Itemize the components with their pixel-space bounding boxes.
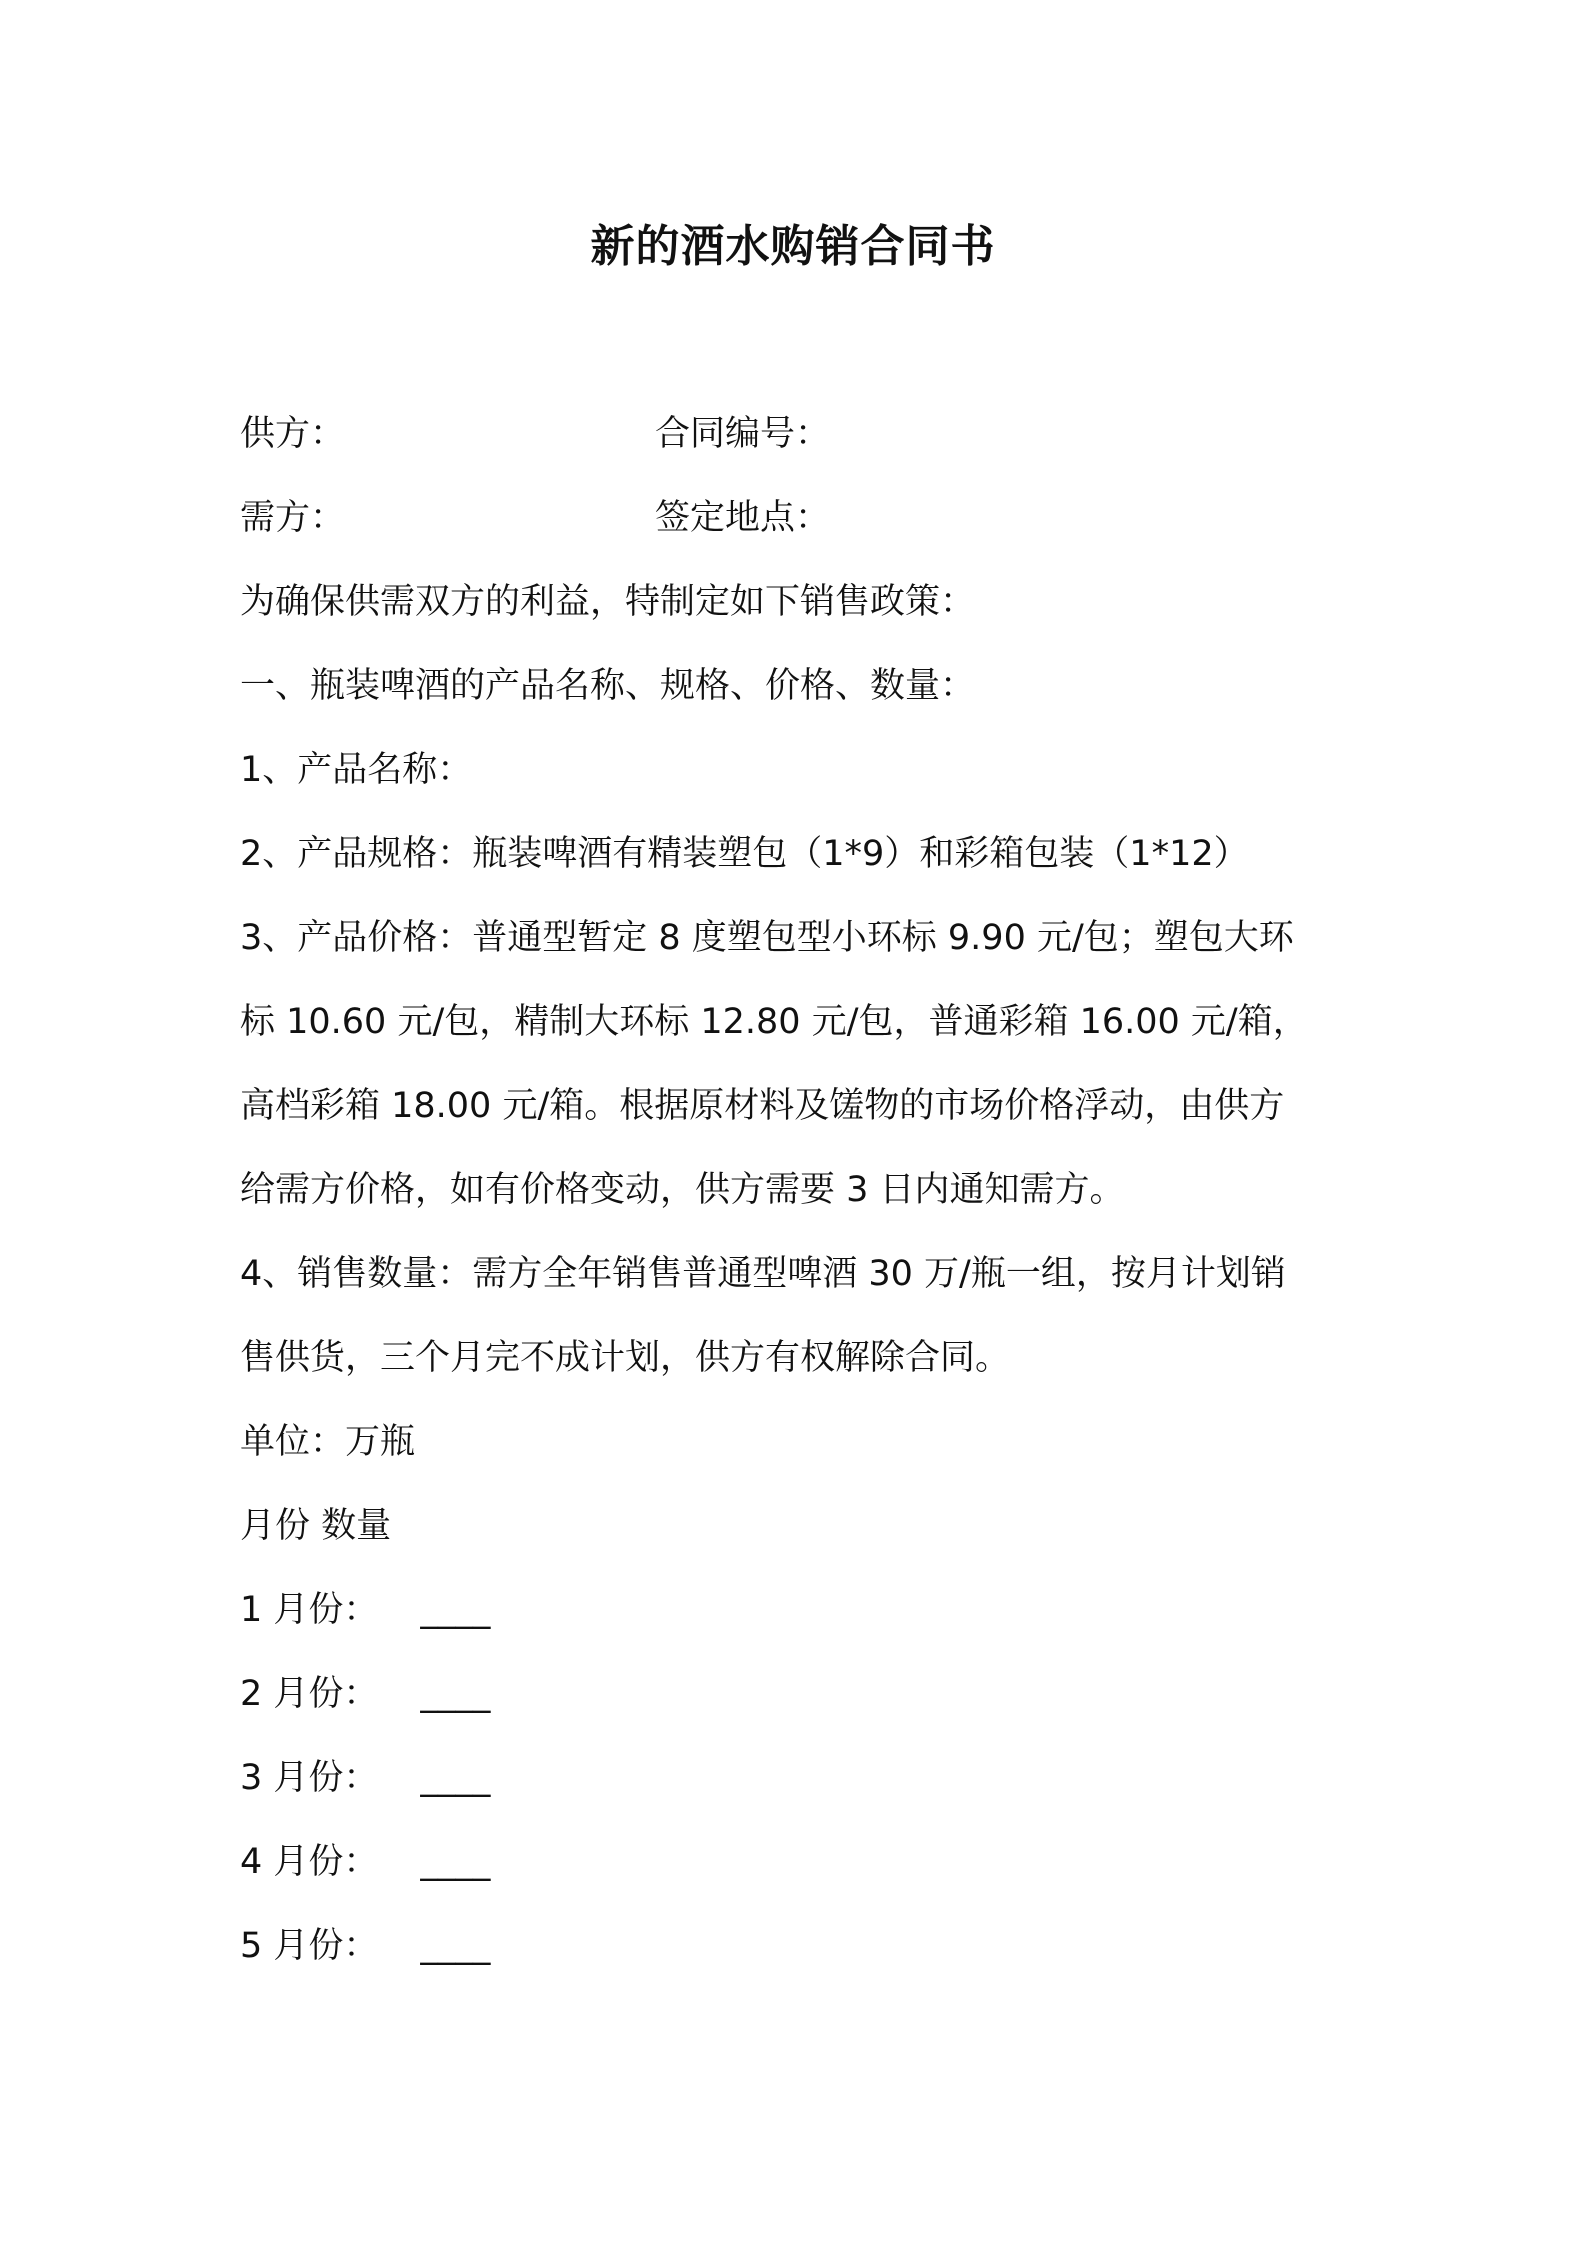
- quantity-blank: ____: [420, 1926, 491, 1966]
- month-label: 4 月份：: [240, 1842, 379, 1882]
- quantity-blank: ____: [420, 1674, 491, 1714]
- month-row: [240, 1586, 490, 1634]
- signing-place-label: 签定地点：: [655, 498, 831, 538]
- month-row: [240, 1754, 490, 1802]
- month-row: [240, 1922, 490, 1970]
- item-3-price-line-4: 给需方价格，如有价格变动，供方需要 3 日内通知需方。: [240, 1170, 1125, 1210]
- quantity-blank: ____: [420, 1758, 491, 1798]
- item-3-price-line-2: 标 10.60 元/包，精制大环标 12.80 元/包，普通彩箱 16.00 元/箱，: [240, 1002, 1308, 1042]
- month-table-header: 月份 数量: [240, 1506, 392, 1546]
- item-3-price-line-1: 3、产品价格：普通型暂定 8 度塑包型小环标 9.90 元/包；塑包大环: [240, 918, 1294, 958]
- item-4-quantity-line-2: 售供货，三个月完不成计划，供方有权解除合同。: [240, 1338, 1011, 1378]
- month-row: [240, 1670, 490, 1718]
- intro-paragraph: 为确保供需双方的利益，特制定如下销售政策：: [240, 582, 976, 622]
- buyer-label: 需方：: [240, 498, 346, 538]
- unit-line: 单位：万瓶: [240, 1422, 416, 1462]
- quantity-blank: ____: [420, 1590, 491, 1630]
- contract-number-label: 合同编号：: [655, 414, 831, 454]
- month-label: 1 月份：: [240, 1590, 379, 1630]
- month-label: 2 月份：: [240, 1674, 379, 1714]
- item-3-price-line-3: 高档彩箱 18.00 元/箱。根据原材料及馐物的市场价格浮动，由供方: [240, 1086, 1285, 1126]
- month-label: 3 月份：: [240, 1758, 379, 1798]
- month-label: 5 月份：: [240, 1926, 379, 1966]
- section-1-heading: 一、瓶装啤酒的产品名称、规格、价格、数量：: [240, 666, 976, 706]
- item-1-product-name: 1、产品名称：: [240, 750, 473, 790]
- item-4-quantity-line-1: 4、销售数量：需方全年销售普通型啤酒 30 万/瓶一组，按月计划销: [240, 1254, 1286, 1294]
- quantity-blank: ____: [420, 1842, 491, 1882]
- supplier-label: 供方：: [240, 414, 346, 454]
- document-title: 新的酒水购销合同书: [590, 221, 996, 272]
- month-row: [240, 1838, 490, 1886]
- item-2-product-spec: 2、产品规格：瓶装啤酒有精装塑包（1*9）和彩箱包装（1*12）: [240, 834, 1249, 874]
